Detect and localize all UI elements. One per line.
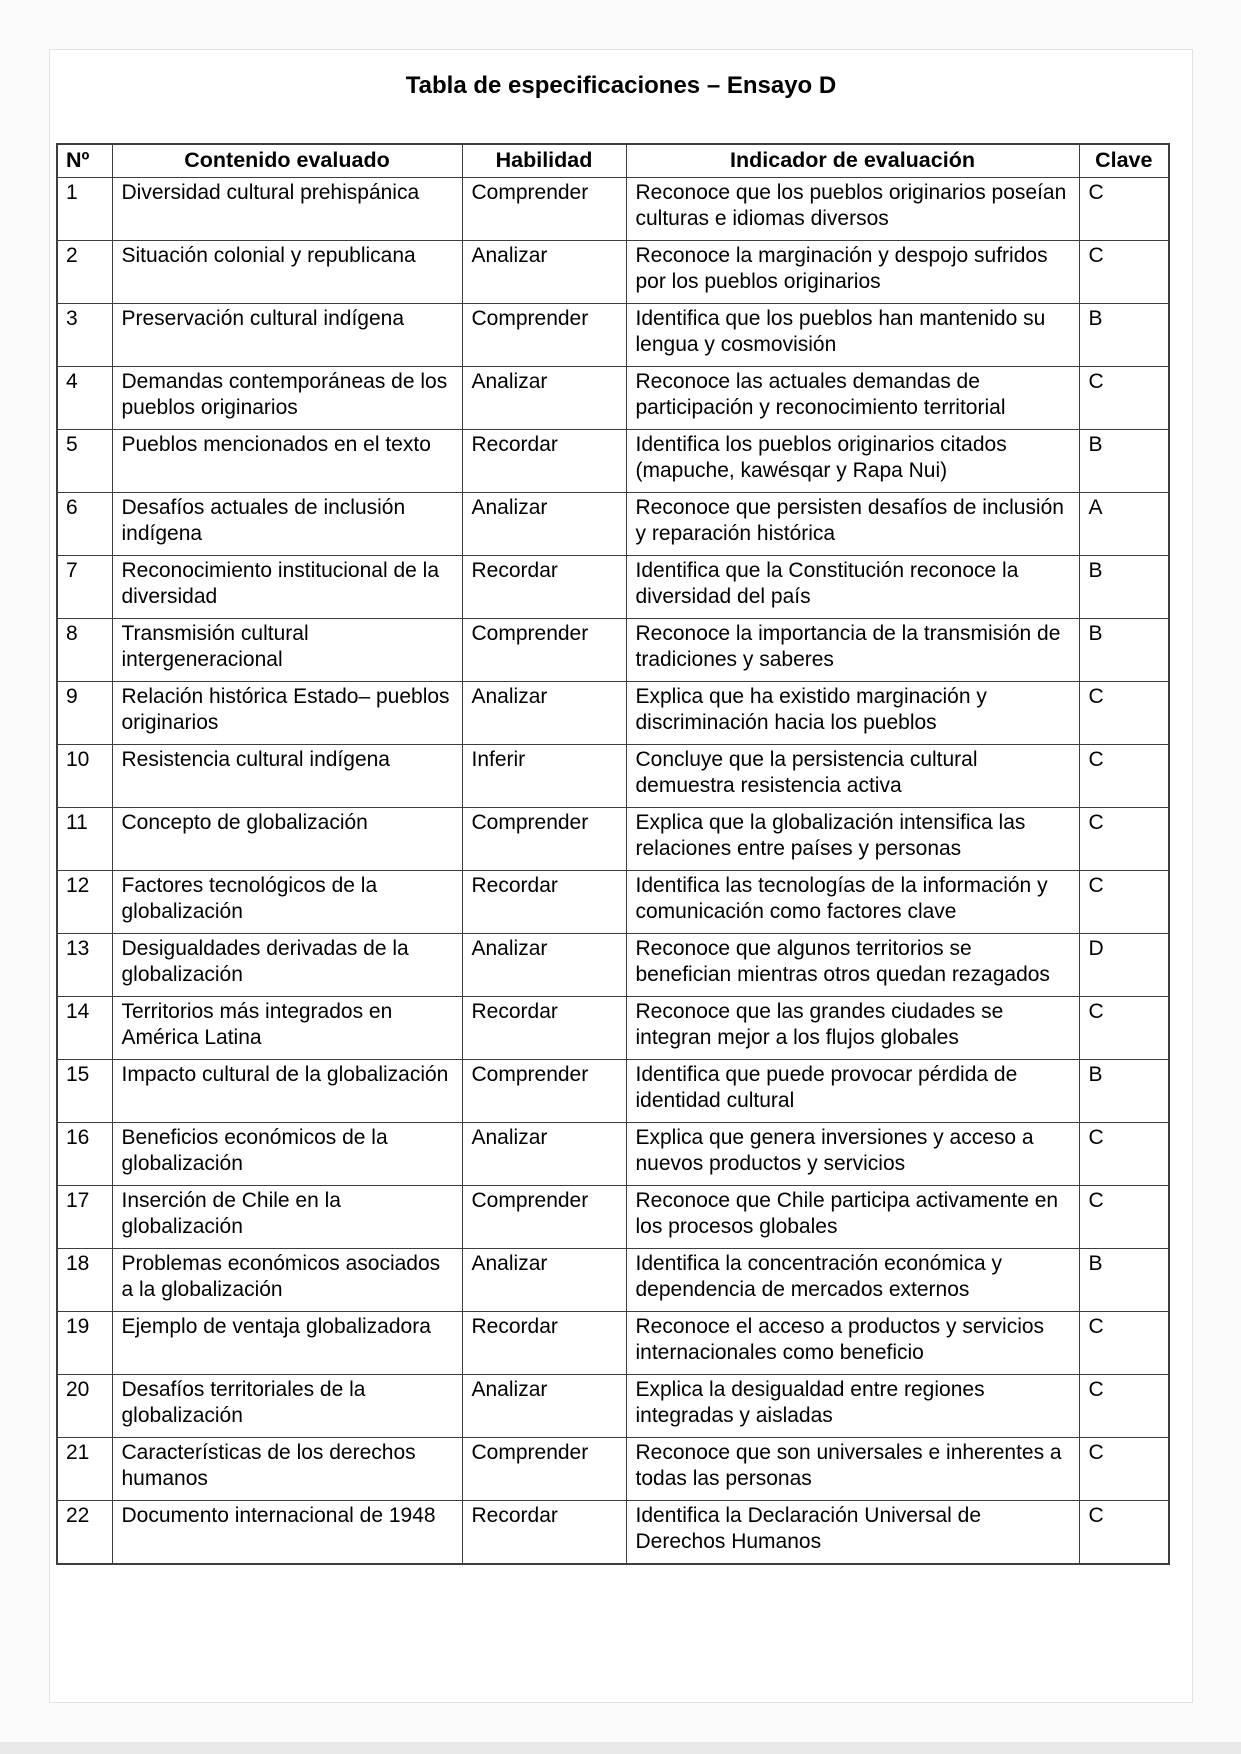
cell-content: Impacto cultural de la globalización <box>112 1060 462 1123</box>
cell-num: 7 <box>57 556 112 619</box>
cell-skill: Recordar <box>462 430 626 493</box>
cell-num: 6 <box>57 493 112 556</box>
cell-key: C <box>1079 1186 1169 1249</box>
cell-num: 21 <box>57 1438 112 1501</box>
cell-skill: Recordar <box>462 871 626 934</box>
cell-indicator: Explica que genera inversiones y acceso a nuevos productos y servicios <box>626 1123 1079 1186</box>
cell-num: 15 <box>57 1060 112 1123</box>
document-page <box>49 49 1193 1703</box>
cell-num: 5 <box>57 430 112 493</box>
cell-content: Ejemplo de ventaja globalizadora <box>112 1312 462 1375</box>
table-row <box>57 1438 1169 1501</box>
cell-indicator: Identifica la concentración económica y dependencia de mercados externos <box>626 1249 1079 1312</box>
cell-num: 12 <box>57 871 112 934</box>
cell-num: 17 <box>57 1186 112 1249</box>
cell-content: Situación colonial y republicana <box>112 241 462 304</box>
cell-indicator: Identifica las tecnologías de la información y comunicación como factores clave <box>626 871 1079 934</box>
table-row <box>57 871 1169 934</box>
cell-indicator: Explica que ha existido marginación y discriminación hacia los pueblos <box>626 682 1079 745</box>
cell-num: 3 <box>57 304 112 367</box>
header-key: Clave <box>1079 144 1169 178</box>
cell-num: 8 <box>57 619 112 682</box>
cell-skill: Comprender <box>462 304 626 367</box>
table-row <box>57 1123 1169 1186</box>
cell-content: Desafíos territoriales de la globalización <box>112 1375 462 1438</box>
table-row <box>57 808 1169 871</box>
cell-num: 16 <box>57 1123 112 1186</box>
table-row <box>57 1375 1169 1438</box>
cell-content: Relación histórica Estado– pueblos originarios <box>112 682 462 745</box>
cell-indicator: Reconoce que algunos territorios se benefician mientras otros quedan rezagados <box>626 934 1079 997</box>
table-row <box>57 934 1169 997</box>
cell-skill: Analizar <box>462 1249 626 1312</box>
cell-skill: Analizar <box>462 682 626 745</box>
cell-key: B <box>1079 304 1169 367</box>
cell-key: C <box>1079 241 1169 304</box>
cell-content: Resistencia cultural indígena <box>112 745 462 808</box>
cell-indicator: Identifica los pueblos originarios citados (mapuche, kawésqar y Rapa Nui) <box>626 430 1079 493</box>
cell-skill: Comprender <box>462 619 626 682</box>
cell-num: 10 <box>57 745 112 808</box>
table-row <box>57 1501 1169 1565</box>
cell-key: C <box>1079 178 1169 241</box>
cell-skill: Recordar <box>462 997 626 1060</box>
cell-key: C <box>1079 1312 1169 1375</box>
table-row <box>57 493 1169 556</box>
header-skill: Habilidad <box>462 144 626 178</box>
cell-indicator: Reconoce que Chile participa activamente en los procesos globales <box>626 1186 1079 1249</box>
cell-key: B <box>1079 430 1169 493</box>
cell-skill: Comprender <box>462 1060 626 1123</box>
cell-content: Factores tecnológicos de la globalización <box>112 871 462 934</box>
header-indicator: Indicador de evaluación <box>626 144 1079 178</box>
cell-num: 14 <box>57 997 112 1060</box>
cell-skill: Inferir <box>462 745 626 808</box>
cell-content: Concepto de globalización <box>112 808 462 871</box>
cell-indicator: Identifica que los pueblos han mantenido su lengua y cosmovisión <box>626 304 1079 367</box>
cell-key: C <box>1079 1123 1169 1186</box>
table-row <box>57 178 1169 241</box>
document-title: Tabla de especificaciones – Ensayo D <box>405 72 837 99</box>
cell-num: 22 <box>57 1501 112 1565</box>
cell-indicator: Explica la desigualdad entre regiones integradas y aisladas <box>626 1375 1079 1438</box>
cell-indicator: Reconoce que las grandes ciudades se integran mejor a los flujos globales <box>626 997 1079 1060</box>
cell-indicator: Reconoce las actuales demandas de participación y reconocimiento territorial <box>626 367 1079 430</box>
cell-content: Reconocimiento institucional de la diversidad <box>112 556 462 619</box>
cell-indicator: Reconoce que son universales e inherentes a todas las personas <box>626 1438 1079 1501</box>
table-row <box>57 556 1169 619</box>
cell-indicator: Reconoce que los pueblos originarios poseían culturas e idiomas diversos <box>626 178 1079 241</box>
cell-skill: Analizar <box>462 934 626 997</box>
cell-indicator: Reconoce la marginación y despojo sufridos por los pueblos originarios <box>626 241 1079 304</box>
cell-num: 18 <box>57 1249 112 1312</box>
cell-content: Desafíos actuales de inclusión indígena <box>112 493 462 556</box>
cell-indicator: Identifica que la Constitución reconoce la diversidad del país <box>626 556 1079 619</box>
cell-content: Territorios más integrados en América Latina <box>112 997 462 1060</box>
cell-key: C <box>1079 682 1169 745</box>
cell-key: C <box>1079 745 1169 808</box>
cell-skill: Analizar <box>462 367 626 430</box>
cell-key: B <box>1079 619 1169 682</box>
cell-skill: Comprender <box>462 178 626 241</box>
cell-num: 11 <box>57 808 112 871</box>
header-num: Nº <box>57 144 112 178</box>
cell-num: 1 <box>57 178 112 241</box>
cell-key: C <box>1079 1375 1169 1438</box>
cell-content: Pueblos mencionados en el texto <box>112 430 462 493</box>
cell-skill: Analizar <box>462 1123 626 1186</box>
cell-indicator: Reconoce la importancia de la transmisión de tradiciones y saberes <box>626 619 1079 682</box>
table-row <box>57 304 1169 367</box>
table-row <box>57 367 1169 430</box>
cell-num: 2 <box>57 241 112 304</box>
cell-key: C <box>1079 1501 1169 1565</box>
cell-skill: Recordar <box>462 1501 626 1565</box>
cell-content: Diversidad cultural prehispánica <box>112 178 462 241</box>
cell-key: C <box>1079 871 1169 934</box>
header-content: Contenido evaluado <box>112 144 462 178</box>
viewport-bottom-strip <box>0 1742 1241 1754</box>
cell-indicator: Explica que la globalización intensifica las relaciones entre países y personas <box>626 808 1079 871</box>
table-row <box>57 682 1169 745</box>
cell-skill: Analizar <box>462 1375 626 1438</box>
cell-key: C <box>1079 808 1169 871</box>
cell-key: A <box>1079 493 1169 556</box>
cell-key: C <box>1079 1438 1169 1501</box>
table-header-row <box>57 144 1169 178</box>
cell-num: 13 <box>57 934 112 997</box>
cell-num: 19 <box>57 1312 112 1375</box>
cell-key: B <box>1079 1060 1169 1123</box>
cell-skill: Analizar <box>462 241 626 304</box>
cell-content: Beneficios económicos de la globalización <box>112 1123 462 1186</box>
cell-key: B <box>1079 1249 1169 1312</box>
cell-skill: Comprender <box>462 1438 626 1501</box>
cell-content: Inserción de Chile en la globalización <box>112 1186 462 1249</box>
cell-key: D <box>1079 934 1169 997</box>
table-row <box>57 745 1169 808</box>
cell-content: Desigualdades derivadas de la globalización <box>112 934 462 997</box>
cell-indicator: Reconoce el acceso a productos y servicios internacionales como beneficio <box>626 1312 1079 1375</box>
cell-key: C <box>1079 997 1169 1060</box>
cell-num: 9 <box>57 682 112 745</box>
cell-skill: Analizar <box>462 493 626 556</box>
cell-content: Documento internacional de 1948 <box>112 1501 462 1565</box>
cell-content: Transmisión cultural intergeneracional <box>112 619 462 682</box>
cell-indicator: Identifica la Declaración Universal de Derechos Humanos <box>626 1501 1079 1565</box>
specifications-table <box>56 143 1170 1565</box>
cell-content: Demandas contemporáneas de los pueblos originarios <box>112 367 462 430</box>
cell-indicator: Identifica que puede provocar pérdida de identidad cultural <box>626 1060 1079 1123</box>
cell-indicator: Concluye que la persistencia cultural demuestra resistencia activa <box>626 745 1079 808</box>
table-row <box>57 1186 1169 1249</box>
cell-key: C <box>1079 367 1169 430</box>
cell-content: Preservación cultural indígena <box>112 304 462 367</box>
cell-content: Problemas económicos asociados a la globalización <box>112 1249 462 1312</box>
table-row <box>57 1312 1169 1375</box>
cell-num: 4 <box>57 367 112 430</box>
table-row <box>57 1249 1169 1312</box>
table-row <box>57 430 1169 493</box>
table-row <box>57 1060 1169 1123</box>
cell-indicator: Reconoce que persisten desafíos de inclusión y reparación histórica <box>626 493 1079 556</box>
cell-content: Características de los derechos humanos <box>112 1438 462 1501</box>
cell-skill: Comprender <box>462 1186 626 1249</box>
cell-num: 20 <box>57 1375 112 1438</box>
cell-key: B <box>1079 556 1169 619</box>
table-row <box>57 619 1169 682</box>
cell-skill: Comprender <box>462 808 626 871</box>
table-row <box>57 997 1169 1060</box>
cell-skill: Recordar <box>462 556 626 619</box>
cell-skill: Recordar <box>462 1312 626 1375</box>
table-row <box>57 241 1169 304</box>
